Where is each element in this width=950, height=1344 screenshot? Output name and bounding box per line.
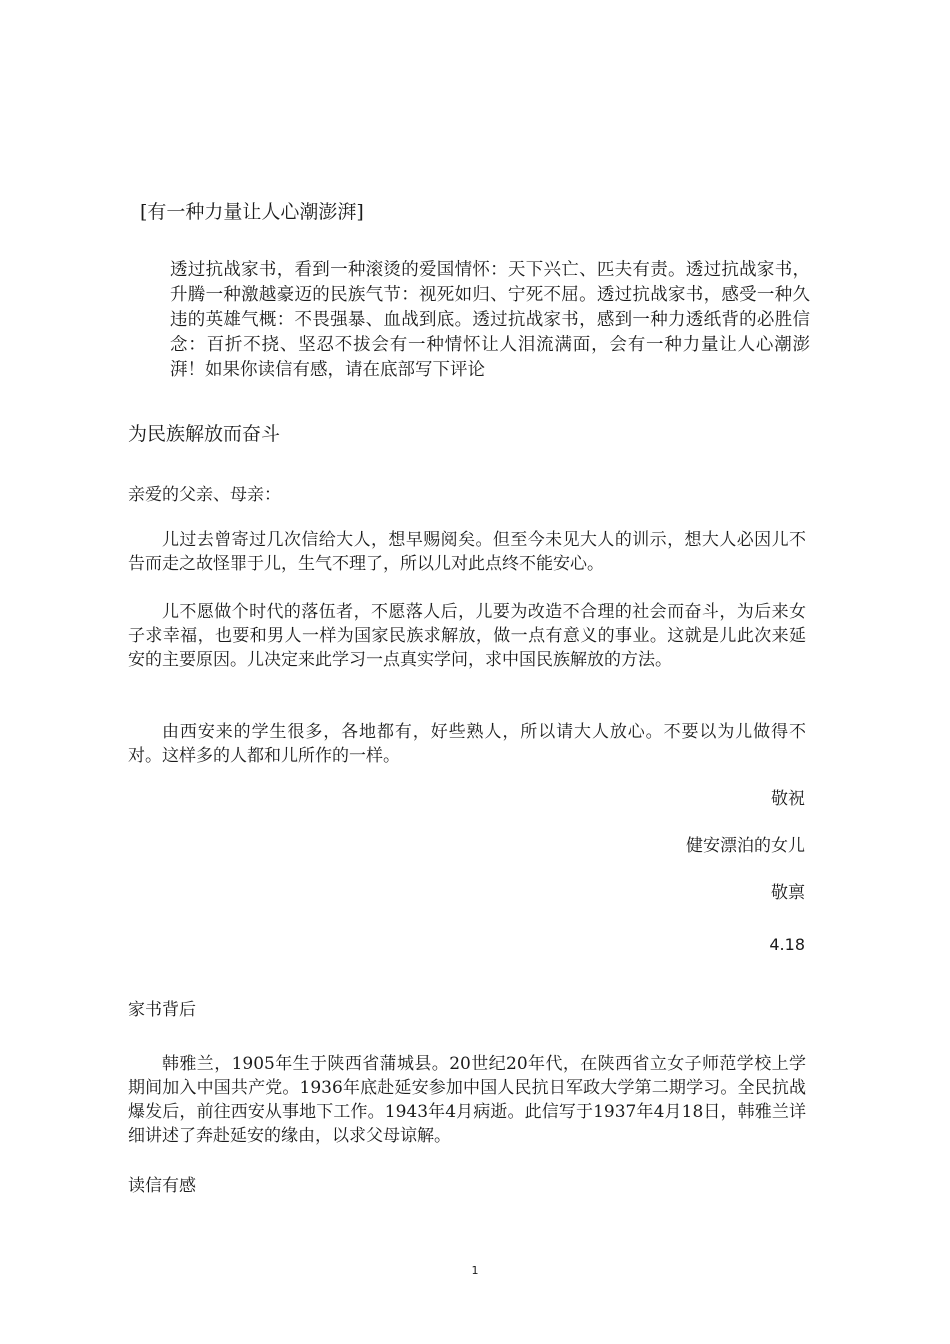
closing-sign: 敬禀 bbox=[771, 883, 805, 903]
reading-title: 读信有感 bbox=[128, 1176, 196, 1196]
letter-paragraph-3: 由西安来的学生很多，各地都有，好些熟人，所以请大人放心。不要以为儿做得不对。这样多的人都和儿所作的一样。 bbox=[128, 722, 806, 766]
letter-paragraph-2: 儿不愿做个时代的落伍者，不愿落人后，儿要为改造不合理的社会而奋斗，为后来女子求幸福，也要和男人一样为国家民族求解放，做一点有意义的事业。这就是儿此次来延安的主要原因。儿决定来此学习一点真实学问，求中国民族解放的方法。 bbox=[128, 602, 806, 670]
background-title: 家书背后 bbox=[128, 1000, 196, 1020]
page-number: 1 bbox=[471, 1264, 479, 1277]
letter-title: 为民族解放而奋斗 bbox=[128, 423, 281, 445]
intro-paragraph: 透过抗战家书，看到一种滚烫的爱国情怀：天下兴亡、匹夫有责。透过抗战家书，升腾一种激越豪迈的民族气节：视死如归、宁死不屈。透过抗战家书，感受一种久违的英雄气概：不畏强暴、血战到底。透过抗战家书，感到一种力透纸背的必胜信念：百折不挠、坚忍不拔会有一种情怀让人泪流满面，会有一种力量让人心潮澎湃！如果你读信有感，请在底部写下评论 bbox=[170, 260, 810, 380]
header-title: [有一种力量让人心潮澎湃] bbox=[140, 201, 364, 223]
letter-salutation: 亲爱的父亲、母亲： bbox=[128, 485, 281, 505]
closing-regards: 敬祝 bbox=[771, 789, 805, 809]
closing-wish: 健安漂泊的女儿 bbox=[686, 836, 805, 856]
background-paragraph: 韩雅兰，1905年生于陕西省蒲城县。20世纪20年代，在陕西省立女子师范学校上学期间加入中国共产党。1936年底赴延安参加中国人民抗日军政大学第二期学习。全民抗战爆发后，前往西安从事地下工作。1943年4月病逝。此信写于1937年4月18日，韩雅兰详细讲述了奔赴延安的缘由，以求父母谅解。 bbox=[128, 1054, 806, 1146]
letter-paragraph-1: 儿过去曾寄过几次信给大人，想早赐阅矣。但至今未见大人的训示，想大人必因儿不告而走之故怪罪于儿，生气不理了，所以儿对此点终不能安心。 bbox=[128, 530, 806, 574]
closing-date: 4.18 bbox=[769, 935, 805, 954]
